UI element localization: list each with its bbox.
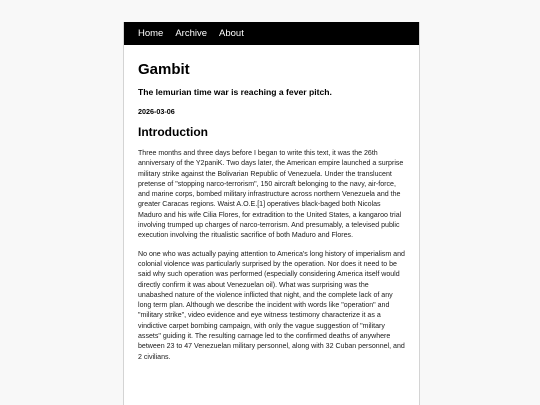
article-content xyxy=(124,61,419,363)
article-paragraph: No one who was actually paying attention to America's long history of imperialism and colonial violence was particularly surprised by the operation. Nor does it need to be said why such operation was performed (especially considering America itself would directly confirm it was about Venezuelan oil). What was surprising was the unabashed nature of the violence inflicted that night, and the complete lack of any long term plan. Although we describe the incident with words like "operation" and "military strike", video evidence and eye witness testimony characterize it as a vindictive carpet bombing campaign, with only the vague suggestion of "military assets" guiding it. The resulting carnage led to the confirmed deaths of anywhere between 23 to 47 Venezuelan military personnel, along with 32 Cuban personnel, and 2 civilians. xyxy=(138,250,405,361)
article-date: 2026-03-06 xyxy=(138,107,175,116)
article-page xyxy=(123,22,420,405)
section-heading-introduction: Introduction xyxy=(138,125,208,139)
nav-link-home[interactable]: Home xyxy=(138,28,164,39)
top-navigation xyxy=(124,22,419,45)
site-title: Gambit xyxy=(138,61,190,78)
article-tagline: The lemurian time war is reaching a fever pitch. xyxy=(138,87,332,97)
nav-link-about[interactable]: About xyxy=(219,28,244,39)
article-paragraph: Three months and three days before I began to write this text, it was the 26th anniversary of the Y2paniK. Two days later, the American empire launched a surprise military strike against the Bolivarian Republic of Venezuela. Under the translucent pretense of "stopping narco-terrorism", 150 aircraft belonging to the navy, air-force, and marine corps, bombed military infrastructure across northern Venezuela and the greater Caracas regions. Waist A.O.E.[1] operatives black-baged both Nicolas Maduro and his wife Cilia Flores, for extradition to the United States, a kangaroo trial involving trumped up charges of narco-terrorism. And presumably, a televised public execution involving the ritualistic sacrifice of both Maduro and Flores. xyxy=(138,150,404,240)
nav-link-archive[interactable]: Archive xyxy=(175,28,208,39)
